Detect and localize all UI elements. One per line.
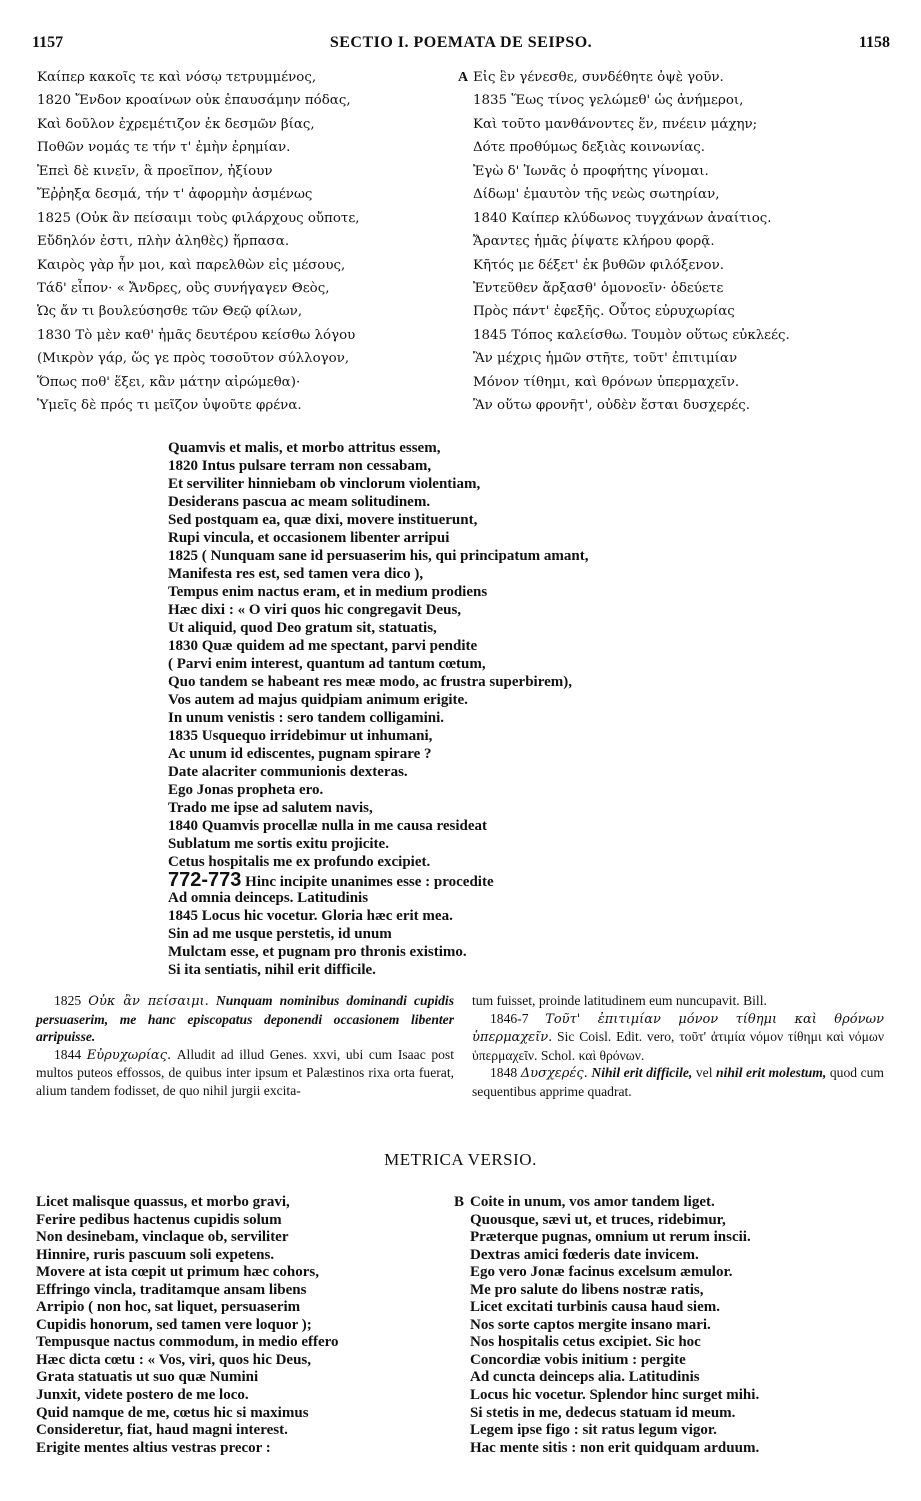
metrica-line [454, 1405, 894, 1423]
column-marker-b: B [454, 1194, 465, 1210]
verse-text: Δότε προθύμως δεξιὰς κοινωνίας. [473, 140, 706, 156]
latin-line: Quo tandem se habeant res meæ modo, ac frustra superbirem), [168, 674, 572, 690]
footnotes-left [36, 992, 454, 1100]
latin-line: Si ita sentiatis, nihil erit difficile. [168, 962, 376, 978]
footnote-1846-7 [472, 1010, 884, 1065]
footnote-text: Sic Coisl. Edit. vero, τοῦτ' ἀτιμία νόμον τίθημι καὶ νόμων ὑπερμαχεῖν. Schol. καὶ θρόνων. [472, 1029, 884, 1063]
metrica-text: Coite in unum, vos amor tandem liget. [470, 1194, 715, 1210]
verse-line: Καιρὸς γὰρ ἦν μοι, καὶ παρελθὼν εἰς μέσους, [37, 257, 346, 273]
latin-line: Vos autem ad majus quidpiam animum erigite. [168, 692, 468, 708]
verse-line: Ὡς ἄν τι βουλεύσησθε τῶν Θεῷ φίλων, [37, 304, 303, 320]
metrica-line: Erigite mentes altius vestras precor : [36, 1439, 271, 1456]
metrica-right-column [454, 1194, 894, 1457]
metrica-text: Me pro salute do libens nostræ ratis, [470, 1281, 704, 1298]
latin-line: Ad omnia deinceps. Latitudinis [168, 890, 369, 906]
metrica-line [454, 1212, 894, 1230]
footnote-text: vel [692, 1065, 713, 1081]
metrica-line [454, 1194, 894, 1212]
latin-line: Mulctam esse, et pugnam pro thronis existimo. [168, 944, 467, 960]
latin-line: Ac unum id ediscentes, pugnam spirare ? [168, 746, 432, 762]
footnote-number: 1825 [54, 993, 82, 1008]
metrica-line: Licet malisque quassus, et morbo gravi, [36, 1194, 290, 1210]
verse-line [458, 371, 878, 394]
page-number-right: 1158 [858, 34, 890, 51]
metrica-line [454, 1387, 894, 1405]
footnote-1844 [36, 1046, 454, 1100]
latin-line: Tempus enim nactus eram, et in medium prodiens [168, 584, 488, 600]
metrica-text: Legem ipse figo : sit ratus legum vigor. [470, 1422, 717, 1439]
metrica-text: Licet excitati turbinis causa haud siem. [470, 1299, 720, 1316]
latin-line: 1840 Quamvis procellæ nulla in me causa resideat [168, 818, 488, 834]
verse-line: Ὅπως ποθ' ἕξει, κἂν μάτην αἰρώμεθα)· [37, 374, 301, 390]
metrica-text: Ego vero Jonæ facinus excelsum æmulor. [470, 1264, 733, 1281]
footnote-lemma: Οὐκ ἂν πείσαιμι. [88, 994, 209, 1009]
metrica-line [454, 1229, 894, 1247]
verse-text: 1840 Καίπερ κλύδωνος τυγχάνων ἀναίτιος. [473, 210, 772, 226]
verse-line: (Μικρὸν γάρ, ὥς γε πρὸς τοσοῦτον σύλλογον, [37, 351, 350, 367]
verse-line [458, 136, 878, 159]
footnote-lemma: Τοῦτ' ἐπιτιμίαν μόνον τίθημι καὶ θρόνων ὑπερμαχεῖν. [472, 1011, 884, 1046]
footnote-1825 [36, 992, 454, 1046]
metrica-text: Ad cuncta deinceps alia. Latitudinis [470, 1369, 700, 1386]
latin-line: 1845 Locus hic vocetur. Gloria hæc erit mea. [168, 908, 453, 924]
column-marker-a: A [458, 70, 469, 85]
latin-line: Et serviliter hinniebam ob vinclorum violentiam, [168, 476, 481, 492]
verse-line: 1820 Ἔνδον κροαίνων οὐκ ἐπαυσάμην πόδας, [37, 93, 351, 109]
footnote-italic: Nihil erit difficile, [587, 1065, 693, 1081]
verse-line [458, 207, 878, 230]
metrica-line: Grata statuatis ut suo quæ Numini [36, 1369, 259, 1386]
latin-line: Quamvis et malis, et morbo attritus essem, [168, 440, 441, 456]
column-number-marker: 772-773 [168, 869, 242, 891]
verse-line: Καίπερ κακοῖς τε καὶ νόσῳ τετρυμμένος, [37, 70, 317, 85]
verse-text: Κῆτός με δέξετ' ἐκ βυθῶν φιλόξενον. [473, 257, 724, 273]
metrica-line: Cupidis honorum, sed tamen vere loquor ); [36, 1316, 312, 1333]
latin-line: Cetus hospitalis me ex profundo excipiet. [168, 854, 431, 870]
verse-line [458, 254, 878, 277]
latin-line: Ego Jonas propheta ero. [168, 782, 324, 798]
footnote-continuation: tum fuisset, proinde latitudinem eum nuncupavit. Bill. [472, 993, 767, 1008]
latin-line: Sed postquam ea, quæ dixi, movere instituerunt, [168, 512, 478, 528]
metrica-text: Quousque, sævi ut, et truces, ridebimur, [470, 1211, 726, 1228]
metrica-line: Movere at ista cœpit ut primum hæc cohors, [36, 1264, 320, 1281]
footnote-text: Alludit ad illud Genes. xxvi, ubi cum Isaac post multos puteos effossos, de quibus inter ipsum et Palæstinos rixa orta fuerat, alium tandem fodisset, de quo nihil jurgii excita- [36, 1046, 454, 1098]
verse-line [458, 394, 878, 417]
verse-text: Ἂν μέχρις ἡμῶν στῆτε, τοῦτ' ἐπιτιμίαν [473, 351, 738, 367]
footnote-number: 1848 [490, 1065, 518, 1081]
greek-text-right-column [458, 66, 878, 418]
latin-line: Sublatum me sortis exitu projicite. [168, 836, 389, 852]
metrica-text: Nos hospitalis cetus excipiet. Sic hoc [470, 1334, 701, 1351]
latin-line: In unum venistis : sero tandem colligamini. [168, 710, 444, 726]
metrica-line: Effringo vincla, traditamque ansam libens [36, 1281, 307, 1298]
verse-text: Ἂν οὕτω φρονῆτ', οὐδὲν ἔσται δυσχερές. [473, 398, 750, 414]
metrica-line: Arripio ( non hoc, sat liquet, persuaserim [36, 1299, 301, 1316]
verse-line [458, 183, 878, 206]
metrica-text: Locus hic vocetur. Splendor hinc surget mihi. [470, 1387, 760, 1404]
metrica-line: Hæc dicta cœtu : « Vos, viri, quos hic Deus, [36, 1351, 312, 1368]
metrica-line [454, 1422, 894, 1440]
page-number-left: 1157 [32, 34, 64, 51]
verse-line: Ὑμεῖς δὲ πρός τι μεῖζον ὑψοῦτε φρένα. [37, 398, 302, 414]
verse-line: Ἐπεὶ δὲ κινεῖν, ἃ προεῖπον, ἠξίουν [37, 163, 273, 179]
metrica-versio-title: METRICA VERSIO. [384, 1150, 537, 1169]
metrica-line: Tempusque nactus commodum, in medio effero [36, 1334, 339, 1351]
footnote-lemma: Εὐρυχωρίας. [86, 1047, 172, 1063]
verse-text: Καὶ τοῦτο μανθάνοντες ἕν, πνέειν μάχην; [473, 116, 758, 132]
latin-line: 1830 Quæ quidem ad me spectant, parvi pendite [168, 638, 478, 654]
metrica-line [454, 1299, 894, 1317]
metrica-line [454, 1317, 894, 1335]
footnote-1848 [472, 1064, 884, 1100]
latin-line: 1825 ( Nunquam sane id persuaserim his, qui principatum amant, [168, 548, 589, 564]
running-header [32, 34, 890, 56]
verse-text: 1835 Ἕως τίνος γελώμεθ' ὡς ἀνήμεροι, [473, 93, 744, 109]
section-title: SECTIO I. POEMATA DE SEIPSO. [329, 34, 593, 51]
greek-text-left-column [37, 66, 437, 418]
latin-line: Rupi vincula, et occasionem libenter arripui [168, 530, 450, 546]
verse-line: Καὶ δοῦλον ἐχρεμέτιζον ἐκ δεσμῶν βίας, [37, 116, 315, 132]
latin-line: ( Parvi enim interest, quantum ad tantum cœtum, [168, 656, 486, 672]
verse-line [458, 300, 878, 323]
latin-line [168, 871, 588, 889]
verse-line [458, 113, 878, 136]
metrica-line: Junxit, videte postero de me loco. [36, 1387, 249, 1404]
verse-line [458, 347, 878, 370]
verse-line [458, 277, 878, 300]
latin-line: 1820 Intus pulsare terram non cessabam, [168, 458, 432, 474]
verse-text: Ἐγὼ δ' Ἰωνᾶς ὁ προφήτης γίνομαι. [473, 163, 709, 179]
footnote-number: 1844 [54, 1046, 82, 1062]
latin-line-text: Hinc incipite unanimes esse : procedite [241, 874, 494, 890]
metrica-text: Nos sorte captos mergite insano mari. [470, 1316, 711, 1333]
metrica-text: Si stetis in me, dedecus statuam id meum. [470, 1404, 736, 1421]
footnotes-right [472, 992, 884, 1101]
verse-line: Ἔῤῥηξα δεσμά, τήν τ' ἀφορμὴν ἀσμένως [37, 187, 313, 203]
metrica-line: Non desinebam, vinclaque ob, serviliter [36, 1229, 289, 1246]
footnote-text: quod cum sequentibus apprime quadrat. [472, 1065, 885, 1099]
latin-line: Trado me ipse ad salutem navis, [168, 800, 373, 816]
metrica-left-column [36, 1194, 436, 1457]
metrica-line [454, 1282, 894, 1300]
footnote-italic: nihil erit molestum, [712, 1065, 827, 1081]
verse-line: Τάδ' εἶπον· « Ἄνδρες, οὓς συνήγαγεν Θεὸς, [37, 280, 330, 296]
verse-text: Ἐντεῦθεν ἄρξασθ' ὁμονοεῖν· ὁδεύετε [473, 280, 724, 296]
verse-line [458, 89, 878, 112]
footnote-lemma: Δυσχερές. [520, 1066, 588, 1082]
metrica-line: Hinnire, ruris pascuum soli expetens. [36, 1246, 275, 1263]
verse-text: Πρὸς πάντ' ἐφεξῆς. Οὗτος εὐρυχωρίας [473, 304, 735, 320]
latin-line: Hæc dixi : « O viri quos hic congregavit Deus, [168, 602, 462, 618]
latin-line: Ut aliquid, quod Deo gratum sit, statuatis, [168, 620, 437, 636]
verse-line [458, 324, 878, 347]
metrica-line [454, 1440, 894, 1458]
verse-line [458, 230, 878, 253]
metrica-text: Concordiæ vobis initium : pergite [470, 1351, 686, 1368]
verse-line: Εὔδηλόν ἐστι, πλὴν ἀληθὲς) ἥρπασα. [37, 234, 290, 250]
latin-line: Date alacriter communionis dexteras. [168, 764, 408, 780]
verse-line [458, 160, 878, 183]
verse-text: Δίδωμ' ἐμαυτὸν τῆς νεὼς σωτηρίαν, [473, 187, 720, 203]
latin-translation [168, 439, 588, 979]
verse-text: Μόνον τίθημι, καὶ θρόνων ὑπερμαχεῖν. [473, 374, 740, 390]
metrica-line: Consideretur, fiat, haud magni interest. [36, 1422, 288, 1439]
footnote-number: 1846-7 [490, 1010, 529, 1026]
verse-line: 1825 (Οὐκ ἂν πείσαιμι τοὺς φιλάρχους οὔποτε, [37, 210, 360, 226]
metrica-line: Quid namque de me, cœtus hic si maximus [36, 1404, 309, 1421]
metrica-text: Hac mente sitis : non erit quidquam arduum. [470, 1439, 760, 1456]
verse-line: 1830 Τὸ μὲν καθ' ἡμᾶς δευτέρου κείσθω λόγου [37, 327, 356, 343]
metrica-line [454, 1369, 894, 1387]
metrica-line [454, 1247, 894, 1265]
footnote-text: Nunquam nominibus dominandi cupidis persuaserim, me hanc episcopatus deponendi occasionem libenter arripuisse. [36, 993, 455, 1045]
verse-text: Ἄραντες ἡμᾶς ῥίψατε κλήρου φορᾷ. [473, 234, 715, 250]
latin-line: Manifesta res est, sed tamen vera dico ), [168, 566, 424, 582]
metrica-line: Ferire pedibus hactenus cupidis solum [36, 1211, 282, 1228]
metrica-text: Dextras amici fœderis date invicem. [470, 1246, 699, 1263]
metrica-line [454, 1334, 894, 1352]
metrica-line [454, 1352, 894, 1370]
verse-line [458, 66, 878, 89]
metrica-line [454, 1264, 894, 1282]
verse-text: 1845 Τόπος καλείσθω. Τουμὸν οὕτως εὐκλεές. [473, 327, 790, 343]
verse-text: Εἰς ἓν γένεσθε, συνδέθητε ὀψὲ γοῦν. [473, 70, 724, 85]
latin-line: Sin ad me usque perstetis, id unum [168, 926, 392, 942]
latin-line: Desiderans pascua ac meam solitudinem. [168, 494, 431, 510]
metrica-text: Præterque pugnas, omnium ut rerum inscii. [470, 1229, 751, 1246]
verse-line: Ποθῶν νομάς τε τήν τ' ἐμὴν ἐρημίαν. [37, 140, 291, 156]
latin-line: 1835 Usquequo irridebimur ut inhumani, [168, 728, 433, 744]
